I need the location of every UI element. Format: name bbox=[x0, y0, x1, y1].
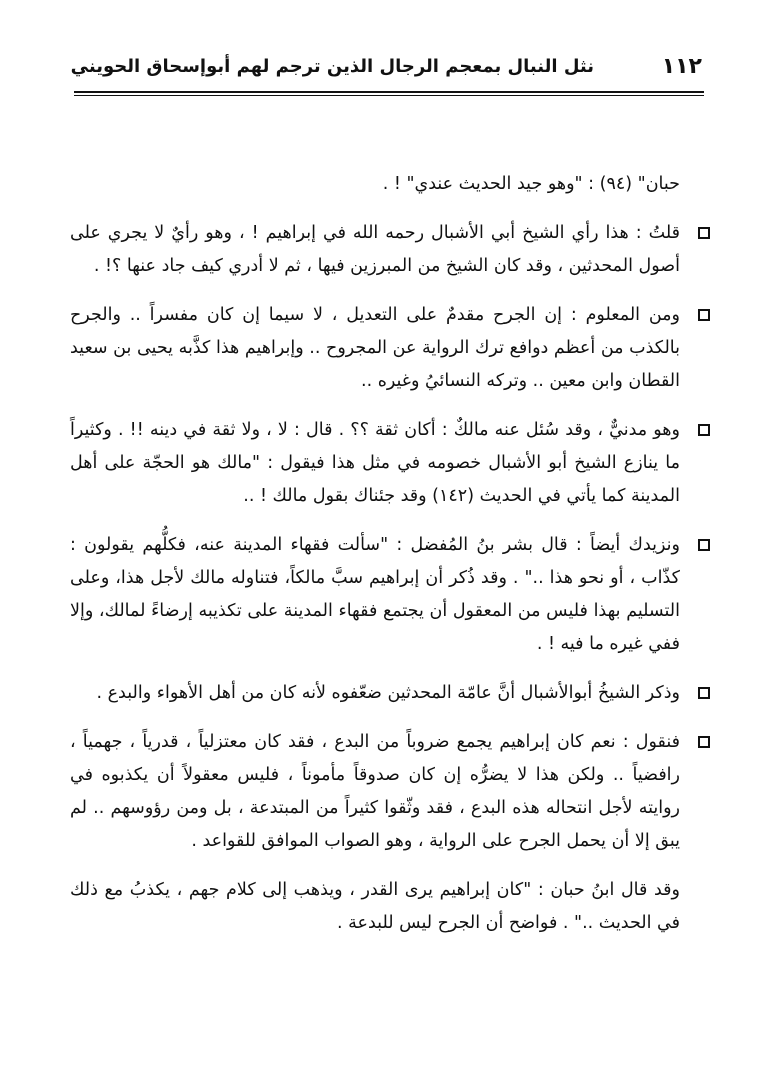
square-bullet-icon bbox=[698, 227, 710, 239]
paragraph-text: وهو مدنيٌّ ، وقد سُئل عنه مالكٌ : أكان ثقة ؟؟ . قال : لا ، ولا ثقة في دينه !! . وكثيراً ما ينازع الشيخ أبو الأشبال خصومه في مثل هذا فيقول : "مالك هو الحجّة على أهل المدينة كما يأتي في الحديث (١٤٢) وقد جئناك بقول مالك ! .. bbox=[70, 420, 680, 506]
body-text bbox=[70, 168, 710, 956]
header-divider-thin bbox=[74, 95, 704, 96]
paragraph-bulleted bbox=[70, 677, 710, 710]
paragraph-text: ونزيدك أيضاً : قال بشر بنُ المُفضل : "سألت فقهاء المدينة عنه، فكلُّهم يقولون : كذّاب ، أو نحو هذا .." . وقد ذُكر أن إبراهيم سبَّ مالكاً، فتناوله مالك لأجل هذا، وعلى التسليم بهذا فليس من المعقول أن يجتمع فقهاء المدينة على تكذيبه إرضاءً لمالك، وإلا ففي غيره ما فيه ! . bbox=[70, 535, 680, 654]
paragraph-text: قلتُ : هذا رأي الشيخ أبي الأشبال رحمه الله في إبراهيم ! ، وهو رأيٌ لا يجري على أصول المحدثين ، وقد كان الشيخ من المبرزين فيها ، ثم لا أدري كيف جاد عنها ؟! . bbox=[70, 223, 680, 276]
header-divider bbox=[74, 91, 704, 93]
paragraph-bulleted bbox=[70, 299, 710, 398]
page-number: ١١٢ bbox=[661, 54, 702, 79]
paragraph-bulleted bbox=[70, 217, 710, 283]
square-bullet-icon bbox=[698, 424, 710, 436]
paragraph-bulleted bbox=[70, 414, 710, 513]
paragraph-bulleted bbox=[70, 726, 710, 858]
paragraph-text: فنقول : نعم كان إبراهيم يجمع ضروباً من البدع ، فقد كان معتزلياً ، قدرياً ، جهمياً ، رافضياً .. ولكن هذا لا يضرُّه إن كان صدوقاً مأموناً ، فليس معقولاً أن يكذبوه في روايته لأجل انتحاله هذه البدع ، فقد وثّقوا كثيراً من المبتدعة ، بل ومن رؤوسهم .. لم يبق إلا أن يحمل الجرح على الرواية ، وهو الصواب الموافق للقواعد . bbox=[70, 732, 680, 851]
paragraph-continuation bbox=[70, 168, 710, 201]
square-bullet-icon bbox=[698, 687, 710, 699]
page-header bbox=[70, 52, 702, 86]
paragraph-quote bbox=[70, 874, 710, 940]
square-bullet-icon bbox=[698, 539, 710, 551]
running-title: نثل النبال بمعجم الرجال الذين ترجم لهم أبوإسحاق الحويني bbox=[70, 56, 594, 77]
paragraph-text: وذكر الشيخُ أبوالأشبال أنَّ عامّة المحدثين ضعّفوه لأنه كان من أهل الأهواء والبدع . bbox=[96, 683, 680, 703]
paragraph-text: ومن المعلوم : إن الجرح مقدمٌ على التعديل ، لا سيما إن كان مفسراً .. والجرح بالكذب من أعظم دوافع ترك الرواية عن المجروح .. وإبراهيم هذا كذَّبه يحيى بن سعيد القطان وابن معين .. وتركه النسائيُ وغيره .. bbox=[70, 305, 680, 391]
paragraph-bulleted bbox=[70, 529, 710, 661]
square-bullet-icon bbox=[698, 736, 710, 748]
paragraph-text: وقد قال ابنُ حبان : "كان إبراهيم يرى القدر ، ويذهب إلى كلام جهم ، يكذبُ مع ذلك في الحديث .." . فواضح أن الجرح ليس للبدعة . bbox=[70, 880, 680, 933]
square-bullet-icon bbox=[698, 309, 710, 321]
paragraph-text: حبان" (٩٤) : "وهو جيد الحديث عندي" ! . bbox=[382, 174, 680, 194]
